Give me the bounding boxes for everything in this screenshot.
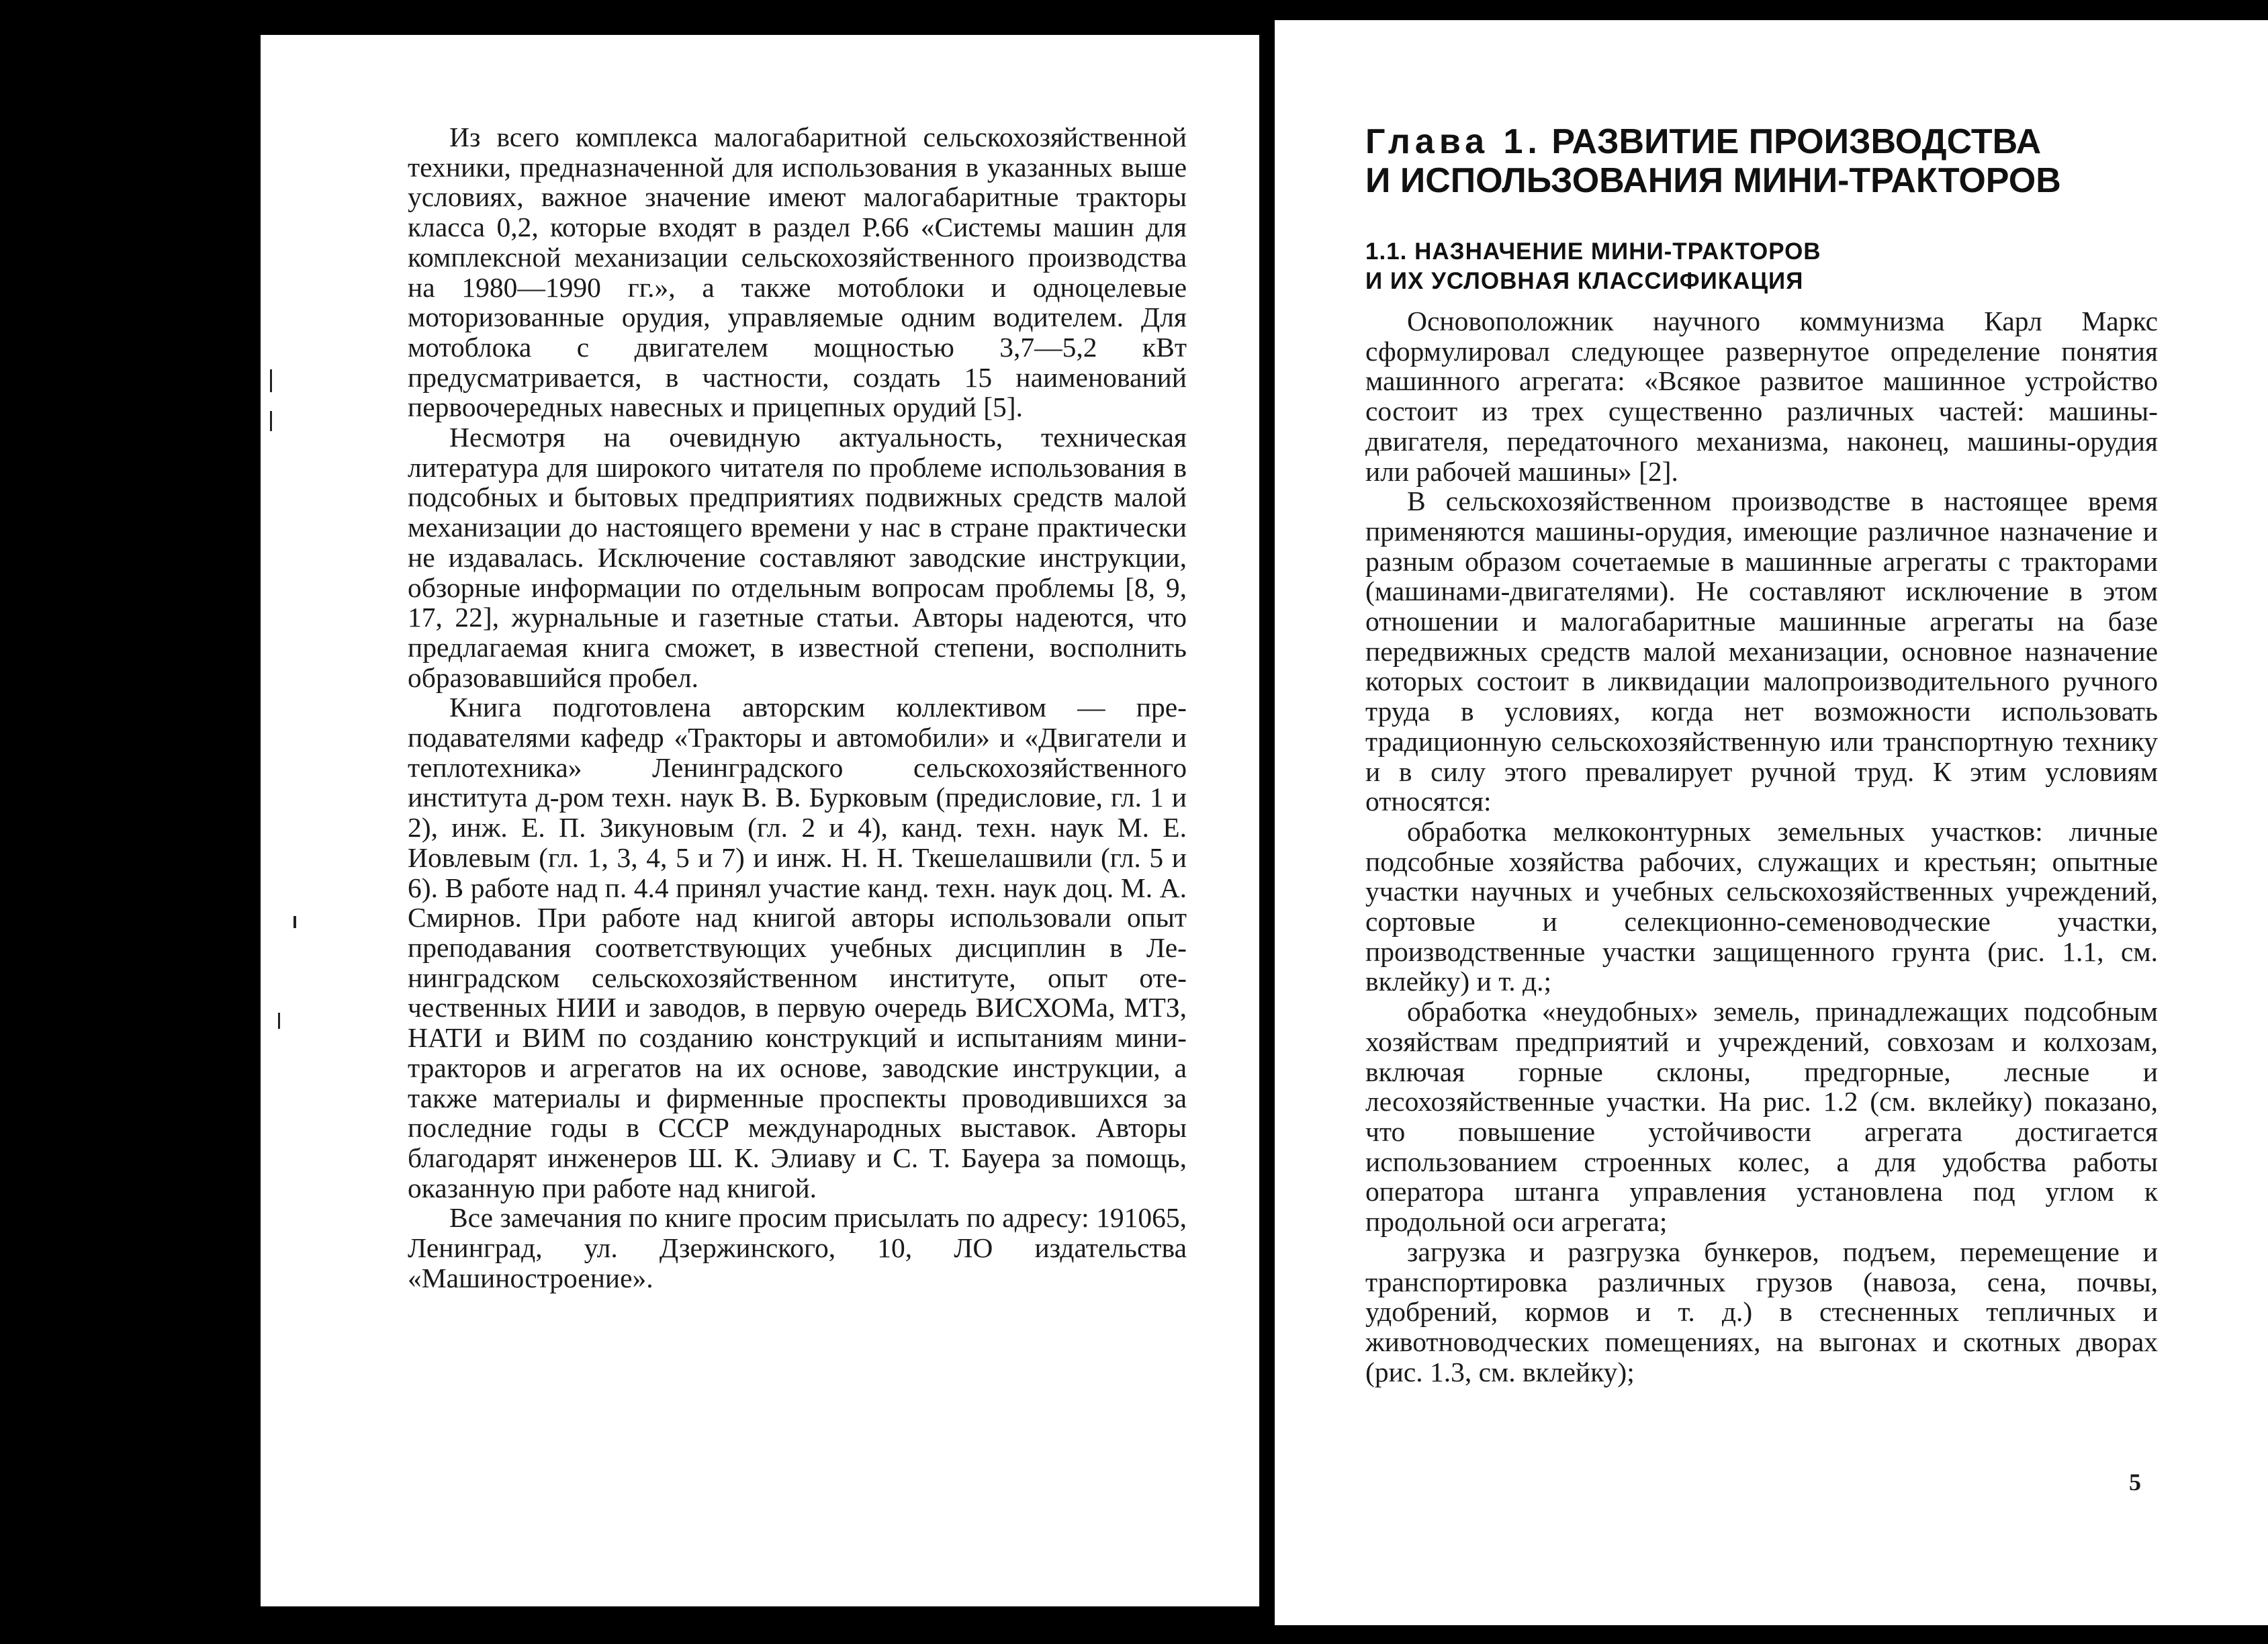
left-paragraph-3: Книга подготовлена авторским коллективом — преподавателями кафедр «Тракторы и автомобили» и «Двигатели и теплотехника» Ленинградского сельскохозяйственного института д-ром техн. наук В. В. Бурковым (предисловие, гл. 1 и 2), инж. Е. П. Зикуновым (гл. 2 и 4), канд. техн. наук М. Е. Иовлевым (гл. 1, 3, 4, 5 и 7) и инж. Н. Н. Ткешелашвили (гл. 5 и 6). В работе над п. 4.4 принял участие канд. техн. наук доц. М. А. Смирнов. При работе над книгой авторы использовали опыт преподавания соответствующих учебных дисциплин в Ленинградском сельскохозяйственном институте, опыт отечественных НИИ и заводов, в первую очередь ВИСХОМа, МТЗ, НАТИ и ВИМ по созданию конструкций и испытаниям мини-тракторов и агрегатов на их основе, заводские инструкции, а также материалы и фирменные проспекты проводившихся за последние годы в СССР международных выставок. Авторы благодарят инженеров Ш. К. Элиаву и С. Т. Бауера за помощь, оказанную при работе над книгой.: [408, 692, 1187, 1203]
right-paragraph-5: загрузка и разгрузка бункеров, подъем, перемещение и транспортировка различных грузов (навоза, сена, почвы, удобрений, кормов и т. д.) в стесненных тепличных и животноводческих помещениях, на выгонах и скотных дворах (рис. 1.3, см. вклейку);: [1365, 1236, 2158, 1387]
chapter-title-line-1: РАЗВИТИЕ ПРОИЗВОДСТВА: [1551, 122, 2042, 161]
right-paragraph-4: обработка «неудобных» земель, принадлежащих подсобным хозяйствам предприятий и учреждений, совхозам и колхозам, включая горные склоны, предгорные, лесные и лесохозяйственные участки. На рис. 1.2 (см. вклейку) показано, что повышение устойчивости агрегата достигается использованием строенных колес, а для удобства работы оператора штанга управления установлена под углом к продольной оси агрегата;: [1365, 996, 2158, 1238]
section-title-line-2: И ИХ УСЛОВНАЯ КЛАССИФИКАЦИЯ: [1365, 268, 1804, 294]
right-paragraph-2: В сельскохозяйственном производстве в настоящее время применяются машины-орудия, имеющие различное назначение и разным образом сочетаемые в машинные агрегаты с тракторами (машинами-двигателями). Не составляют исключение в этом отношении и малогабаритные машинные агрегаты на базе передвижных средств малой механизации, основное назначение которых состоит в ликвидации малопроизводительного ручного труда в условиях, когда нет возможности использовать традиционную сельскохозяйственную или транспортную технику и в силу этого превалирует ручной труд. К этим условиям относятся:: [1365, 486, 2158, 817]
margin-mark: [270, 369, 272, 392]
left-paragraph-1: Из всего комплекса малогабаритной сельскохозяйственной техники, предназначенной для использования в указанных выше условиях, важное значение имеют малогабаритные тракторы класса 0,2, которые входят в раздел Р.66 «Системы машин для комплексной механизации сельскохозяйственного производства на 1980—1990 гг.», а также мотоблоки и одноцелевые моторизованные орудия, управляемые одним водителем. Для мотоблока с двигателем мощностью 3,7—5,2 кВт предусматривается, в частности, создать 15 наименований первоочередных навесных и прицепных орудий [5].: [408, 122, 1187, 423]
left-paragraph-2: Несмотря на очевидную актуальность, техническая литература для широкого читателя по проблеме использования в подсобных и бытовых предприятиях подвижных средств малой механизации до настоящего времени у нас в стране практически не издавалась. Исключение составляют заводские инструкции, обзорные информации по отдельным вопросам проблемы [8, 9, 17, 22], журнальные и газетные статьи. Авторы надеются, что предлагаемая книга сможет, в известной степени, восполнить образовавшийся пробел.: [408, 422, 1187, 693]
margin-mark: [270, 411, 272, 431]
chapter-label: Глава 1.: [1365, 122, 1542, 161]
chapter-title: [1365, 122, 2198, 200]
left-page: [261, 35, 1259, 1606]
right-paragraph-3: обработка мелкоконтурных земельных участков: личные подсобные хозяйства рабочих, служащих и крестьян; опытные участки научных и учебных сельскохозяйственных учреждений, сортовые и селекционно-семеноводческие участки, производственные участки защищенного грунта (рис. 1.1, см. вклейку) и т. д.;: [1365, 815, 2158, 997]
right-page-text: [1365, 306, 2158, 1387]
right-page: [1275, 20, 2268, 1625]
right-paragraph-1: Основоположник научного коммунизма Карл Маркс сформулировал следующее развернутое определение понятия машинного агрегата: «Всякое развитое машинное устройство состоит из трех существенно различных частей: машины-двигателя, передаточного механизма, наконец, машины-орудия или рабочей машины» [2].: [1365, 306, 2158, 487]
left-page-text: [408, 122, 1187, 1293]
section-title: [1365, 237, 2198, 296]
chapter-title-line-2: И ИСПОЛЬЗОВАНИЯ МИНИ-ТРАКТОРОВ: [1365, 161, 2061, 200]
page-number: 5: [2129, 1469, 2141, 1496]
margin-mark: [278, 1013, 280, 1029]
left-paragraph-4: Все замечания по книге просим присылать по адресу: 191065, Ленинград, ул. Дзержинского, 10, ЛО издательства «Машиностроение».: [408, 1202, 1187, 1293]
margin-mark: [293, 916, 296, 928]
section-title-line-1: 1.1. НАЗНАЧЕНИЕ МИНИ-ТРАКТОРОВ: [1365, 238, 1821, 265]
